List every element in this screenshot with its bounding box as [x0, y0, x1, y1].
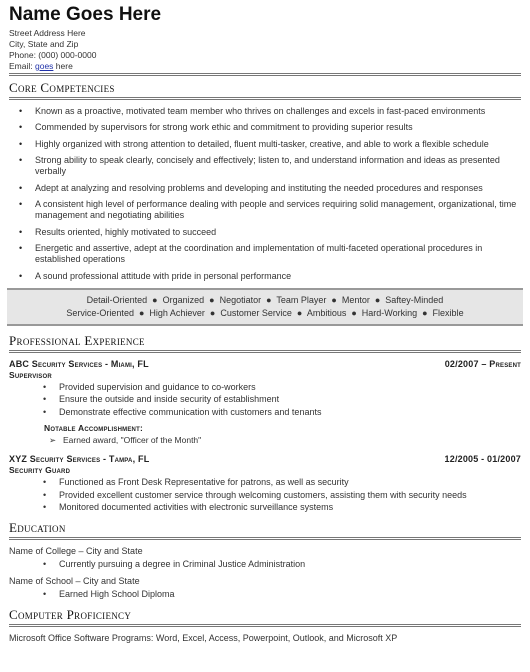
notable-accomplishment-label: Notable Accomplishment:: [44, 423, 143, 434]
section-divider: [9, 350, 521, 353]
duty-item: • Demonstrate effective communication with customers and tenants: [43, 406, 521, 419]
software-skills: Microsoft Office Software Programs: Word, Excel, Access, Powerpoint, Outlook, and Microsoft XP: [9, 632, 398, 643]
candidate-name: Name Goes Here: [9, 4, 162, 25]
email-line: [9, 61, 521, 72]
skills-line-2: Service-Oriented ● High Achiever ● Customer Service ● Ambitious ● Hard-Working ● Flexible: [66, 307, 464, 318]
section-divider: [9, 537, 521, 540]
section-divider: [9, 624, 521, 627]
competency-item: • A sound professional attitude with pride in personal performance: [19, 271, 521, 282]
section-divider: [9, 73, 521, 76]
city-state-zip: City, State and Zip: [9, 39, 79, 49]
job-title: Security Guard: [9, 465, 71, 476]
job-dates: 02/2007 – Present: [444, 358, 521, 369]
contact-block: [9, 28, 521, 72]
job-entry: [9, 454, 521, 514]
duty-item: • Monitored documented activities with electronic surveillance systems: [43, 501, 521, 514]
section-divider: [9, 97, 521, 100]
job-header: [9, 454, 521, 465]
duty-item: • Provided excellent customer service through welcoming customers, assisting them with security needs: [43, 489, 521, 502]
computer-proficiency-heading: Computer Proficiency: [9, 606, 132, 622]
competency-item: • Highly organized with strong attention to detailed, fluent multi-tasker, creative, and able to work a flexible schedule: [19, 139, 521, 150]
street-address: Street Address Here: [9, 28, 86, 38]
education-detail: • Earned High School Diploma: [43, 588, 521, 601]
email-link[interactable]: goes: [34, 61, 54, 71]
duty-list: [43, 476, 521, 514]
education-heading: Education: [9, 519, 66, 535]
arrow-bullet-icon: ➢: [49, 435, 57, 446]
education-detail-list: [43, 558, 521, 571]
competency-item: • Energetic and assertive, adept at the coordination and implementation of multi-faceted operational procedures in established operations: [19, 243, 521, 265]
job-entry: [9, 359, 521, 447]
duty-item: • Functioned as Front Desk Representative for patrons, as well as security: [43, 476, 521, 489]
resume-header: [9, 4, 521, 72]
skills-line-1: Detail-Oriented ● Organized ● Negotiator ● Team Player ● Mentor ● Saftey-Minded: [86, 294, 444, 305]
competency-item: • Strong ability to speak clearly, concisely and effectively; listen to, and understand information and ideas as presented verbally: [19, 155, 521, 177]
job-title: Supervisor: [9, 369, 52, 380]
email-rest: here: [53, 61, 73, 71]
education-detail: • Currently pursuing a degree in Criminal Justice Administration: [43, 558, 521, 571]
school-name: Name of School – City and State: [9, 576, 140, 587]
school-name: Name of College – City and State: [9, 545, 143, 556]
company-name: ABC Security Services - Miami, FL: [9, 358, 149, 369]
award-text: Earned award, "Officer of the Month": [63, 435, 202, 446]
education-entry: [9, 575, 521, 601]
company-name: XYZ Security Services - Tampa, FL: [9, 454, 150, 465]
competency-item: • Known as a proactive, motivated team member who thrives on challenges and excels in fast-paced environments: [19, 106, 521, 117]
duty-list: [43, 381, 521, 419]
email-label: Email:: [9, 61, 35, 71]
phone-number: Phone: (000) 000-0000: [9, 50, 97, 60]
competency-item: • Results oriented, highly motivated to succeed: [19, 227, 521, 238]
core-competencies-heading: Core Competencies: [9, 80, 115, 95]
duty-item: • Ensure the outside and inside security of establishment: [43, 393, 521, 406]
award-item: [49, 435, 521, 446]
competency-list: [19, 106, 521, 282]
education-detail-list: [43, 588, 521, 601]
competency-item: • A consistent high level of performance dealing with people and services requiring solid management, organizational, time management and negotiating abilities: [19, 199, 521, 221]
competency-item: • Adept at analyzing and resolving problems and developing and instituting the needed procedures and responses: [19, 183, 521, 194]
duty-item: • Provided supervision and guidance to co-workers: [43, 381, 521, 394]
job-header: [9, 359, 521, 370]
skills-banner: [7, 288, 523, 326]
competency-item: • Commended by supervisors for strong work ethic and commitment to providing superior results: [19, 122, 521, 133]
education-entry: [9, 545, 521, 571]
job-dates: 12/2005 - 01/2007: [444, 454, 521, 465]
experience-heading: Professional Experience: [9, 332, 145, 348]
